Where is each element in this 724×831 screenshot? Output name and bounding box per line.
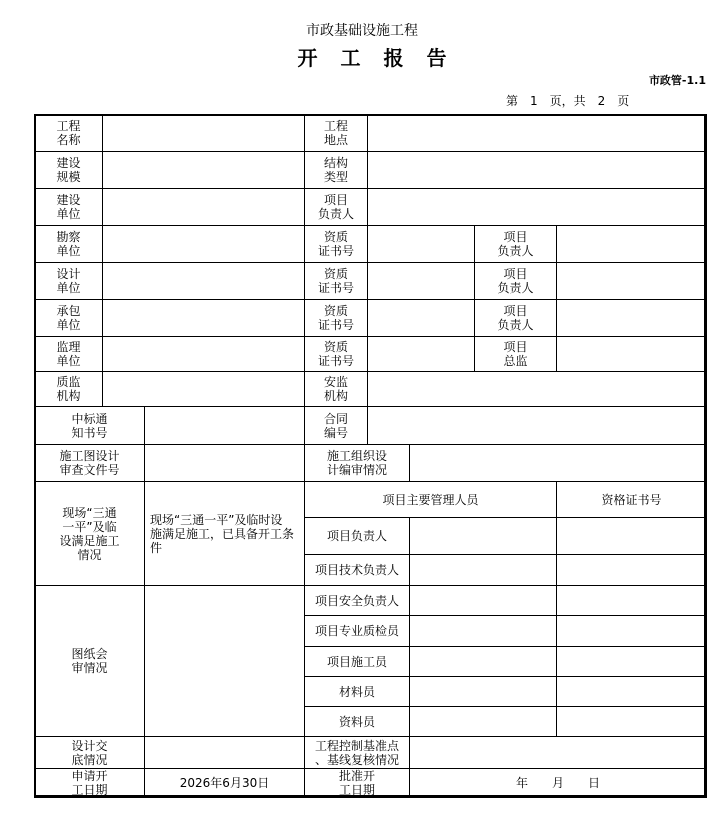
staff-name[interactable] — [409, 706, 557, 737]
label-drawing-review-doc: 施工图设计 审查文件号 — [34, 444, 145, 482]
label-project-chief-supervisor: 项目 总监 — [474, 336, 557, 372]
value-person[interactable] — [556, 225, 707, 263]
value-build-unit[interactable] — [102, 188, 305, 226]
title-char: 告 — [426, 46, 447, 70]
label-project-manager: 项目 负责人 — [474, 262, 557, 300]
form-code: 市政管-1.1 — [648, 74, 706, 87]
label-qual-cert-no: 资质 证书号 — [304, 299, 368, 337]
value-qual-cert-no[interactable] — [367, 336, 475, 372]
staff-name[interactable] — [409, 517, 557, 555]
label-qual-cert-no: 资质 证书号 — [304, 336, 368, 372]
label-structure-type: 结构 类型 — [304, 151, 368, 189]
pagination: 第 1 页，共 2 页 — [506, 94, 630, 108]
value-structure-type[interactable] — [367, 151, 707, 189]
value-site-conditions: 现场“三通一平”及临时设 施满足施工，已具备开工条 件 — [144, 481, 305, 586]
staff-name[interactable] — [409, 554, 557, 586]
staff-role: 项目专业质检员 — [304, 615, 410, 647]
label-build-scale: 建设 规模 — [34, 151, 103, 189]
value-design-disclosure[interactable] — [144, 736, 305, 769]
staff-name[interactable] — [409, 646, 557, 677]
label-qual-cert-no: 资质 证书号 — [304, 262, 368, 300]
label-site-conditions: 现场“三通 一平”及临 设满足施工 情况 — [34, 481, 145, 586]
cert-header: 资格证书号 — [556, 481, 707, 518]
value-drawing-review-doc[interactable] — [144, 444, 305, 482]
staff-role: 项目技术负责人 — [304, 554, 410, 586]
label-approved-start-date: 批准开 工日期 — [304, 768, 410, 798]
value-project-name[interactable] — [102, 114, 305, 152]
label-contract-unit: 承包 单位 — [34, 299, 103, 337]
title-char: 开 — [297, 46, 318, 70]
value-supervision-unit[interactable] — [102, 336, 305, 372]
staff-cert-no[interactable] — [556, 585, 707, 616]
label-project-manager: 项目 负责人 — [474, 299, 557, 337]
value-drawing-review[interactable] — [144, 585, 305, 737]
label-contract-no: 合同 编号 — [304, 406, 368, 445]
label-project-manager: 项目 负责人 — [304, 188, 368, 226]
value-contract-no[interactable] — [367, 406, 707, 445]
value-qual-cert-no[interactable] — [367, 299, 475, 337]
value-safety-agency[interactable] — [367, 371, 707, 407]
staff-role: 资料员 — [304, 706, 410, 737]
label-project-location: 工程 地点 — [304, 114, 368, 152]
value-design-unit[interactable] — [102, 262, 305, 300]
label-build-unit: 建设 单位 — [34, 188, 103, 226]
value-build-scale[interactable] — [102, 151, 305, 189]
value-quality-agency[interactable] — [102, 371, 305, 407]
value-person[interactable] — [556, 299, 707, 337]
staff-name[interactable] — [409, 585, 557, 616]
staff-header: 项目主要管理人员 — [304, 481, 557, 518]
label-project-name: 工程 名称 — [34, 114, 103, 152]
value-project-location[interactable] — [367, 114, 707, 152]
value-person[interactable] — [556, 262, 707, 300]
label-bid-notice-no: 中标通 知书号 — [34, 406, 145, 445]
label-org-design-status: 施工组织设 计编审情况 — [304, 444, 410, 482]
value-bid-notice-no[interactable] — [144, 406, 305, 445]
label-qual-cert-no: 资质 证书号 — [304, 225, 368, 263]
staff-cert-no[interactable] — [556, 676, 707, 707]
value-survey-unit[interactable] — [102, 225, 305, 263]
staff-name[interactable] — [409, 615, 557, 647]
staff-role: 项目负责人 — [304, 517, 410, 555]
value-contract-unit[interactable] — [102, 299, 305, 337]
label-control-points: 工程控制基准点 、基线复核情况 — [304, 736, 410, 769]
title-char: 报 — [383, 46, 404, 70]
staff-cert-no[interactable] — [556, 615, 707, 647]
value-project-manager[interactable] — [367, 188, 707, 226]
staff-cert-no[interactable] — [556, 706, 707, 737]
staff-cert-no[interactable] — [556, 517, 707, 555]
staff-cert-no[interactable] — [556, 646, 707, 677]
staff-role: 材料员 — [304, 676, 410, 707]
label-drawing-review: 图纸会 审情况 — [34, 585, 145, 737]
document-title — [0, 42, 724, 71]
label-design-disclosure: 设计交 底情况 — [34, 736, 145, 769]
staff-role: 项目施工员 — [304, 646, 410, 677]
label-supervision-unit: 监理 单位 — [34, 336, 103, 372]
value-qual-cert-no[interactable] — [367, 262, 475, 300]
label-quality-agency: 质监 机构 — [34, 371, 103, 407]
value-approved-start-date[interactable]: 年 月 日 — [409, 768, 707, 798]
label-project-manager: 项目 负责人 — [474, 225, 557, 263]
value-control-points[interactable] — [409, 736, 707, 769]
document-subtitle: 市政基础设施工程 — [306, 23, 418, 39]
staff-role: 项目安全负责人 — [304, 585, 410, 616]
value-person[interactable] — [556, 336, 707, 372]
label-design-unit: 设计 单位 — [34, 262, 103, 300]
label-safety-agency: 安监 机构 — [304, 371, 368, 407]
staff-name[interactable] — [409, 676, 557, 707]
title-char: 工 — [340, 46, 361, 70]
label-apply-start-date: 申请开 工日期 — [34, 768, 145, 798]
value-qual-cert-no[interactable] — [367, 225, 475, 263]
value-org-design-status[interactable] — [409, 444, 707, 482]
label-survey-unit: 勘察 单位 — [34, 225, 103, 263]
staff-cert-no[interactable] — [556, 554, 707, 586]
value-apply-start-date[interactable]: 2026年6月30日 — [144, 768, 305, 798]
